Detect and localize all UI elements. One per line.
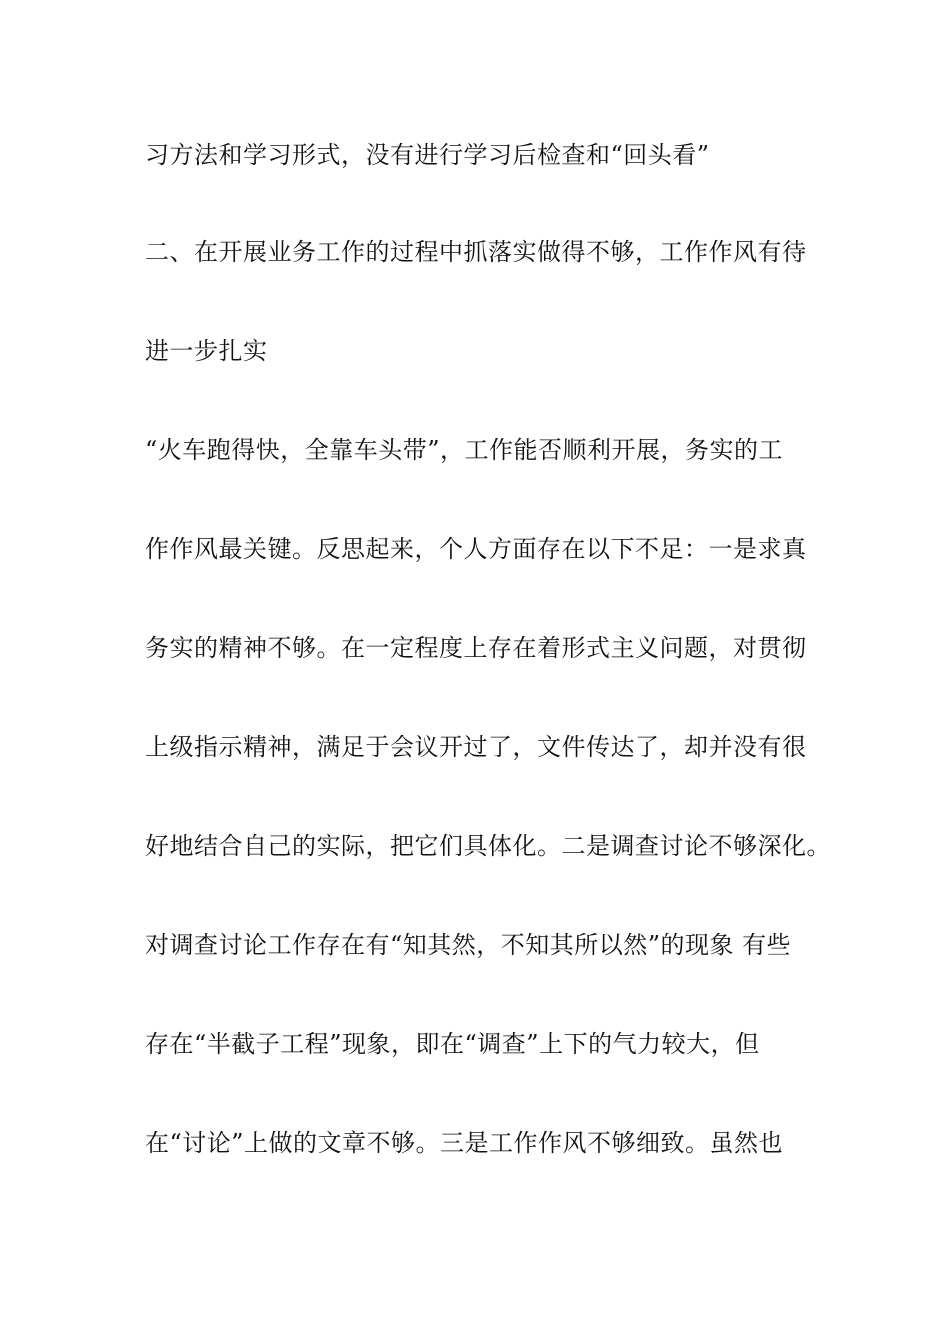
text-line-7: 上级指示精神，满足于会议开过了，文件传达了，却并没有很 <box>145 733 807 761</box>
section-heading-line-2: 进一步扎实 <box>145 337 268 365</box>
text-line-10: 存在“半截子工程”现象，即在“调查”上下的气力较大，但 <box>145 1030 760 1058</box>
text-line-4: “火车跑得快，全靠车头带”，工作能否顺利开展，务实的工 <box>145 436 784 464</box>
text-line-11: 在“讨论”上做的文章不够。三是工作作风不够细致。虽然也 <box>145 1129 784 1157</box>
text-line-6: 务实的精神不够。在一定程度上存在着形式主义问题，对贯彻 <box>145 634 807 662</box>
text-line-5: 作作风最关键。反思起来，个人方面存在以下不足：一是求真 <box>145 535 807 563</box>
text-line-1: 习方法和学习形式，没有进行学习后检查和“回头看” <box>145 141 710 169</box>
text-line-9: 对调查讨论工作存在有“知其然，不知其所以然”的现象 有些 <box>145 931 792 959</box>
section-heading-line-1: 二、在开展业务工作的过程中抓落实做得不够，工作作风有待 <box>145 238 807 266</box>
text-line-8: 好地结合自己的实际，把它们具体化。二是调查讨论不够深化。 <box>145 832 831 860</box>
